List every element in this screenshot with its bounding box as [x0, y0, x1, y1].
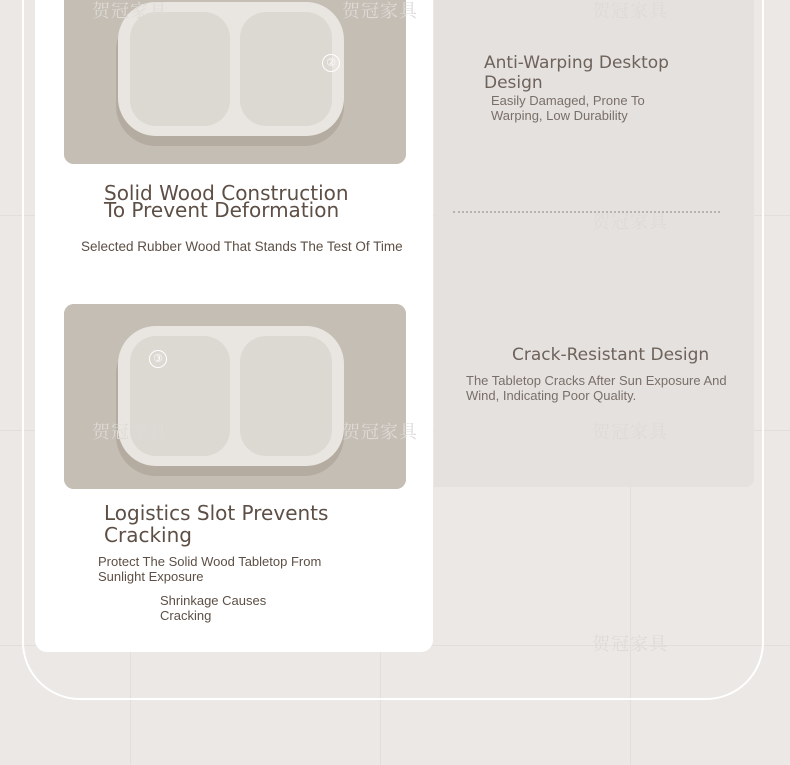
watermark: 贺冠家具 — [92, 1, 168, 22]
watermark: 贺冠家具 — [592, 422, 668, 443]
watermark: 贺冠家具 — [592, 1, 668, 22]
feature-1-title — [104, 181, 349, 222]
watermark: 贺冠家具 — [342, 1, 418, 22]
tray-photo-1 — [64, 0, 406, 164]
tray-photo-2 — [64, 304, 406, 489]
watermark: 贺冠家具 — [342, 422, 418, 443]
feature-2-title — [104, 502, 328, 546]
anti-warping-description: Easily Damaged, Prone To Warping, Low Durability — [491, 93, 645, 123]
anti-warping-title: Anti-Warping Desktop Design — [484, 53, 669, 93]
feature-2-extra: Shrinkage Causes Cracking — [160, 593, 267, 623]
feature-1-title-line2: To Prevent Deformation — [104, 198, 340, 222]
feature-2-title-line1: Logistics Slot Prevents — [104, 501, 329, 525]
section-divider — [453, 211, 720, 213]
watermark: 贺冠家具 — [592, 634, 668, 655]
badge-3: ③ — [149, 350, 167, 368]
watermark: 贺冠家具 — [92, 422, 168, 443]
feature-2-description: Protect The Solid Wood Tabletop From Sunlight Exposure — [98, 554, 322, 584]
watermark: 贺冠家具 — [592, 212, 668, 233]
feature-1-title-line1: Solid Wood Construction — [104, 181, 349, 205]
feature-2-title-line2: Cracking — [104, 523, 192, 547]
feature-1-description: Selected Rubber Wood That Stands The Test Of Time — [81, 239, 403, 254]
crack-resistant-title: Crack-Resistant Design — [512, 345, 710, 365]
crack-resistant-description: The Tabletop Cracks After Sun Exposure And Wind, Indicating Poor Quality. — [466, 373, 727, 403]
badge-2: ② — [322, 54, 340, 72]
